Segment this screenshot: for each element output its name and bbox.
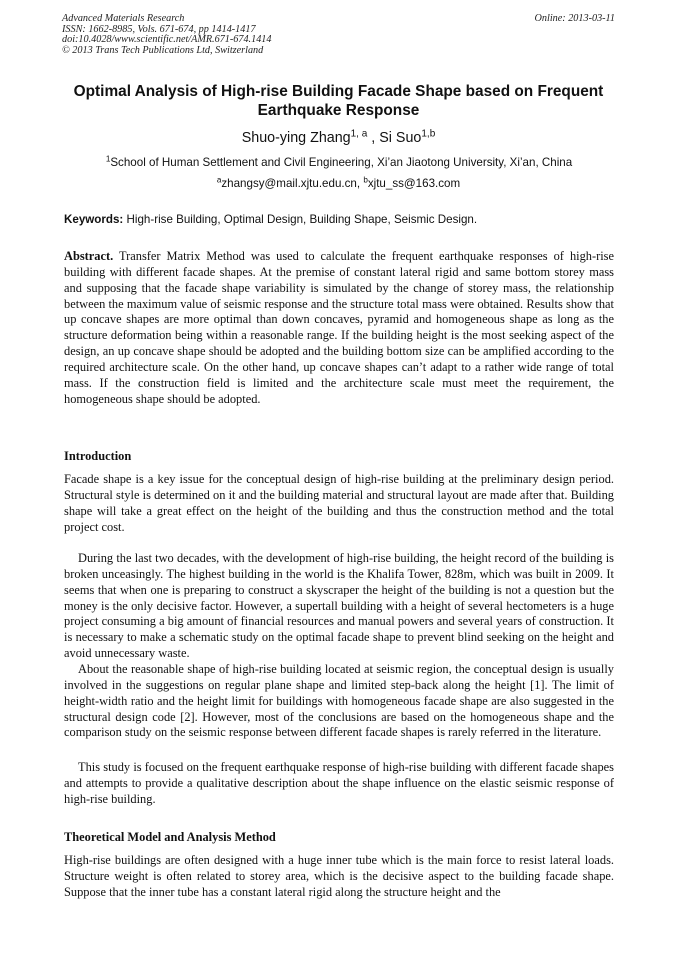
author-1: Shuo-ying Zhang — [241, 130, 351, 146]
online-date: Online: 2013-03-11 — [534, 13, 615, 24]
theory-p1-text: High-rise buildings are often designed with a huge inner tube which is the main force to resist lateral loads. Structure weight is often related to storey area, which is the decisive aspect to the building facade shape. Suppose that the inner tube has a constant lateral rigid along the structure height and the — [64, 853, 614, 899]
keywords-label: Keywords: — [64, 213, 124, 226]
theory-paragraph-1 — [64, 853, 614, 901]
email-a: zhangsy@mail.xjtu.edu.cn, — [221, 177, 364, 190]
email-a-sup: a — [216, 175, 222, 185]
intro-p4-text: This study is focused on the frequent earthquake response of high-rise building with different facade shapes and attempts to provide a qualitative description about the shape influence on the elastic seismic response of high-rise building. — [64, 760, 614, 806]
author-line — [62, 129, 615, 147]
affiliation-text: School of Human Settlement and Civil Engineering, Xi’an Jiaotong University, Xi’an, China — [110, 156, 573, 169]
abstract-text: Transfer Matrix Method was used to calculate the frequent earthquake responses of high-rise building with different facade shapes. At the premise of constant lateral rigid and same bottom storey mass and supposing that the facade shape variability is simulated by the change of storey mass, the relationship between the maximum value of seismic response and the structure total mass were obtained. Results show that up concave shapes are more optimal than down concaves, pyramid and homogeneous shape as long as the structure deformation being within a reasonable range. If the building height is the most seeking aspect of the design, an up concave shape should be adopted and the building bottom size can be amplified according to the required architecture scale. On the other hand, up concave shapes can’t adapt to a rather wide range of total mass. If the construction field is limited and the architecture scale must meet the requirement, the homogeneous shape should be adopted. — [64, 249, 614, 406]
paper-title: Optimal Analysis of High-rise Building Facade Shape based on Frequent Earthquake Response — [73, 83, 604, 119]
email-b-sup: b — [363, 175, 368, 185]
intro-paragraph-1 — [64, 472, 614, 535]
keywords — [64, 213, 617, 227]
theory-heading: Theoretical Model and Analysis Method — [64, 830, 276, 844]
intro-p1-text: Facade shape is a key issue for the conceptual design of high-rise building at the preliminary design period. Structural style is determined on it and the building material and structural layout are made after that. Building shape will take a great effect on the height of the building and thus the construction method and the total project cost. — [64, 472, 614, 534]
journal-name: Advanced Materials Research — [62, 13, 185, 24]
affiliation-sup: 1 — [105, 154, 111, 164]
journal-issn: ISSN: 1662-8985, Vols. 671-674, pp 1414-1417 — [62, 23, 256, 35]
intro-paragraph-2 — [64, 551, 614, 662]
intro-p2-text: During the last two decades, with the development of high-rise building, the height record of the building is broken unceasingly. The highest building in the world is the Khalifa Tower, 828m, which was built in 2009. It seems that when one is preparing to construct a skyscraper the height of the building is not a question but the money is the only decisive factor. However, a supertall building with a height of several hectometers is a huge project consuming a big amount of financial resources and manual powers and several years of construction. It is necessary to make a schematic study on the optimal facade shape to prevent blind seeking on the height and avoid unnecessary waste. — [64, 551, 614, 661]
author-2: Si Suo — [379, 130, 422, 146]
intro-paragraph-4 — [64, 760, 614, 808]
journal-doi: doi:10.4028/www.scientific.net/AMR.671-674.1414 — [62, 34, 272, 45]
author-emails — [62, 177, 615, 191]
introduction-heading: Introduction — [64, 449, 132, 463]
intro-paragraph-3 — [64, 662, 614, 741]
abstract — [64, 249, 614, 407]
intro-p3-text: About the reasonable shape of high-rise building located at seismic region, the conceptual design is usually involved in the suggestions on regular plane shape and limited step-back along the height [1]. The limit of height-width ratio and the height limit for buildings with homogeneous facade shape are also suggested in the structural design code [2]. However, most of the conclusions are based on the homogeneous shape and the comparison study on the seismic response between different facade shapes is rarely referred in the literature. — [64, 662, 614, 740]
journal-header — [62, 14, 615, 56]
abstract-label: Abstract. — [64, 249, 114, 263]
affiliation — [40, 156, 638, 170]
journal-copyright: © 2013 Trans Tech Publications Ltd, Switzerland — [62, 44, 264, 56]
email-b: xjtu_ss@163.com — [367, 177, 461, 190]
author-separator: , — [367, 130, 380, 146]
keywords-text: High-rise Building, Optimal Design, Building Shape, Seismic Design. — [123, 213, 478, 226]
author-1-sup: 1, a — [350, 128, 368, 140]
author-2-sup: 1,b — [421, 128, 436, 140]
